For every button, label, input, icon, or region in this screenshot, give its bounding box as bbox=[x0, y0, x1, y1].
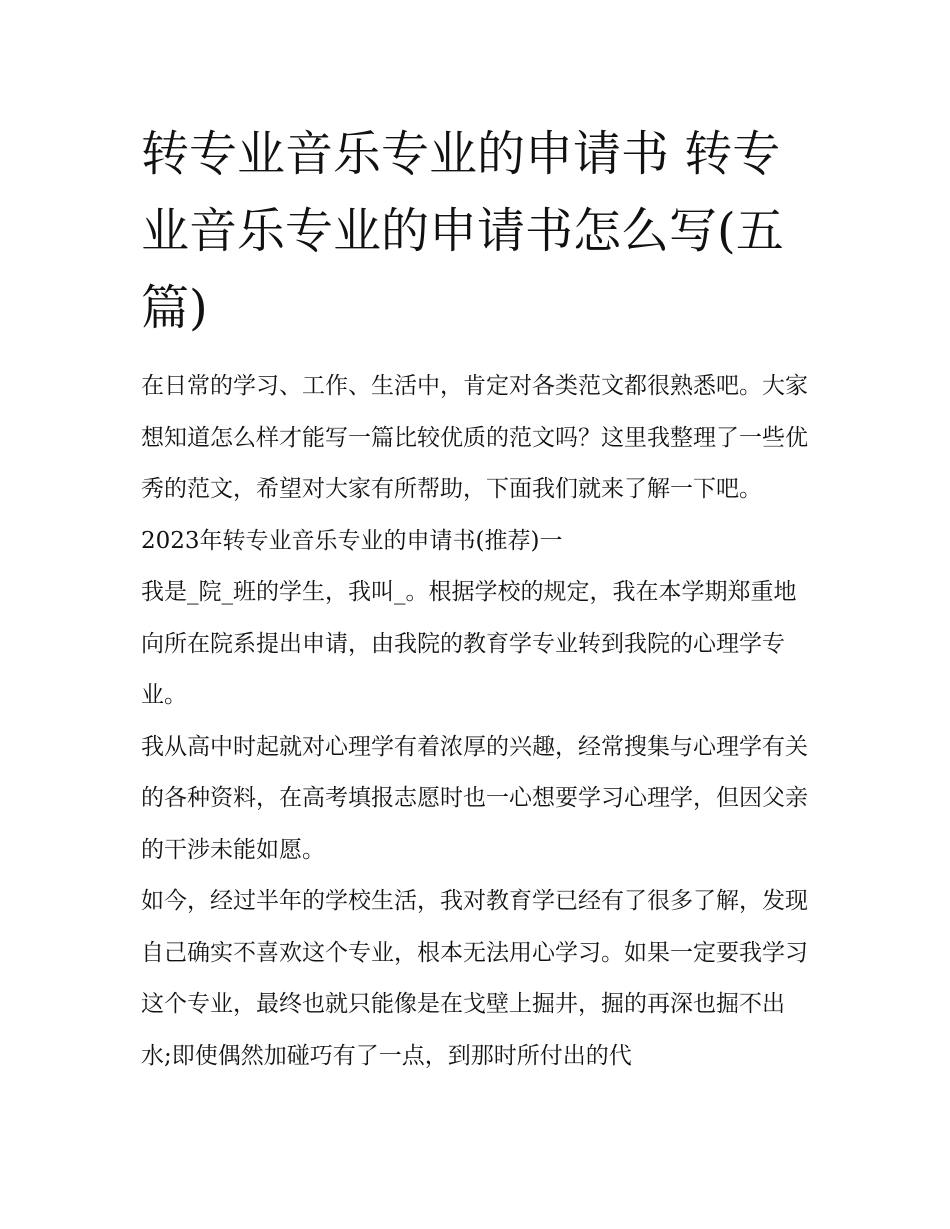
document-content bbox=[141, 116, 813, 1082]
body-paragraph-3: 如今，经过半年的学校生活，我对教育学已经有了很多了解，发现自己确实不喜欢这个专业，根本无法用心学习。如果一定要我学习这个专业，最终也就只能像是在戈壁上掘井，掘的再深也掘不出水;即使偶然加碰巧有了一点，到那时所付出的代 bbox=[141, 888, 808, 1069]
intro-paragraph: 在日常的学习、工作、生活中，肯定对各类范文都很熟悉吧。大家想知道怎么样才能写一篇比较优质的范文吗？这里我整理了一些优秀的范文，希望对大家有所帮助，下面我们就来了解一下吧。 bbox=[141, 373, 808, 502]
document-title: 转专业音乐专业的申请书 转专业音乐专业的申请书怎么写(五篇) bbox=[141, 126, 784, 336]
body-paragraph-1: 我是_院_班的学生，我叫_。根据学校的规定，我在本学期郑重地向所在院系提出申请，由我院的教育学专业转到我院的心理学专业。 bbox=[141, 579, 797, 708]
document-body bbox=[141, 361, 813, 1082]
body-paragraph-2: 我从高中时起就对心理学有着浓厚的兴趣，经常搜集与心理学有关的各种资料，在高考填报志愿时也一心想要学习心理学，但因父亲的干涉未能如愿。 bbox=[141, 733, 808, 863]
section-heading: 2023年转专业音乐专业的申请书(推荐)一 bbox=[141, 527, 563, 554]
